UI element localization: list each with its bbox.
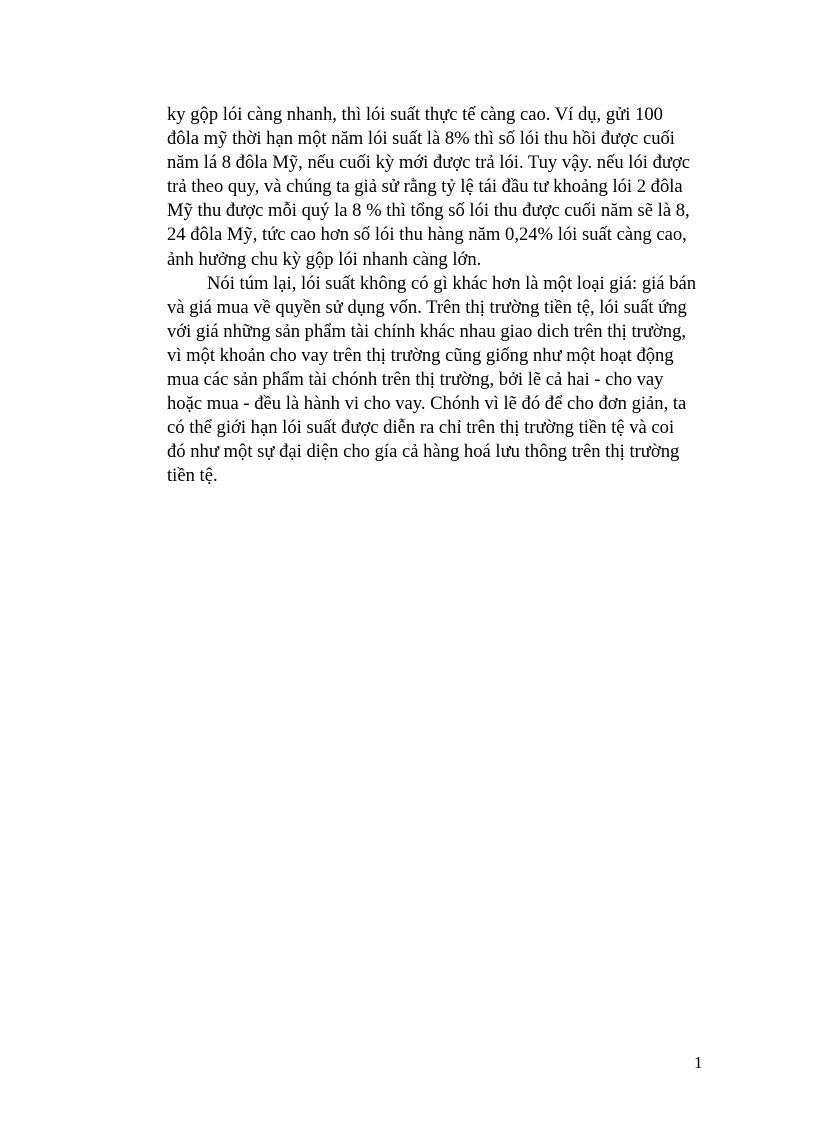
paragraph-line: hoặc mua - đều là hành vi cho vay. Chónh vì lẽ đó để cho đơn giản, ta	[167, 393, 687, 415]
paragraph-interest-rate-summary	[167, 272, 727, 489]
paragraph-line: Mỹ thu được mỗi quý la 8 % thì tổng số lói thu được cuối năm sẽ là 8,	[167, 200, 690, 222]
paragraph-line: đôla mỹ thời hạn một năm lói suất là 8% thì số lói thu hồi được cuối	[167, 128, 675, 150]
paragraph-line: năm lá 8 đôla Mỹ, nếu cuối kỳ mới được trả lói. Tuy vậy. nếu lói được	[167, 152, 691, 174]
paragraph-line: mua các sản phẩm tài chónh trên thị trường, bởi lẽ cả hai - cho vay	[167, 369, 664, 391]
paragraph-line: trả theo quy, và chúng ta giả sử rằng tỷ lệ tái đầu tư khoảng lói 2 đôla	[167, 176, 683, 198]
paragraph-line: ky gộp lói càng nhanh, thì lói suất thực tế càng cao. Ví dụ, gửi 100	[167, 104, 663, 125]
document-body	[167, 103, 727, 489]
page-number: 1	[694, 1053, 703, 1072]
paragraph-line: và giá mua về quyền sử dụng vốn. Trên thị trường tiền tệ, lói suất ứng	[167, 296, 687, 318]
paragraph-line: có thể giới hạn lói suất được diễn ra chỉ trên thị trường tiền tệ và coi	[167, 417, 675, 439]
paragraph-line: ảnh hưởng chu kỳ gộp lói nhanh càng lớn.	[167, 248, 482, 270]
paragraph-line: 24 đôla Mỹ, tức cao hơn số lói thu hàng năm 0,24% lói suất càng cao,	[167, 224, 687, 246]
paragraph-line: tiền tệ.	[167, 465, 218, 487]
paragraph-compounding-interest	[167, 103, 727, 272]
paragraph-line: với giá những sản phẩm tài chính khác nhau giao dich trên thị trường,	[167, 320, 687, 342]
paragraph-line: đó như một sự đại diện cho gía cả hàng hoá lưu thông trên thị trường	[167, 441, 680, 463]
paragraph-line: vì một khoản cho vay trên thị trường cũng giống như một hoạt động	[167, 344, 674, 366]
paragraph-line: Nói túm lại, lói suất không có gì khác hơn là một loại giá: giá bán	[207, 272, 697, 294]
